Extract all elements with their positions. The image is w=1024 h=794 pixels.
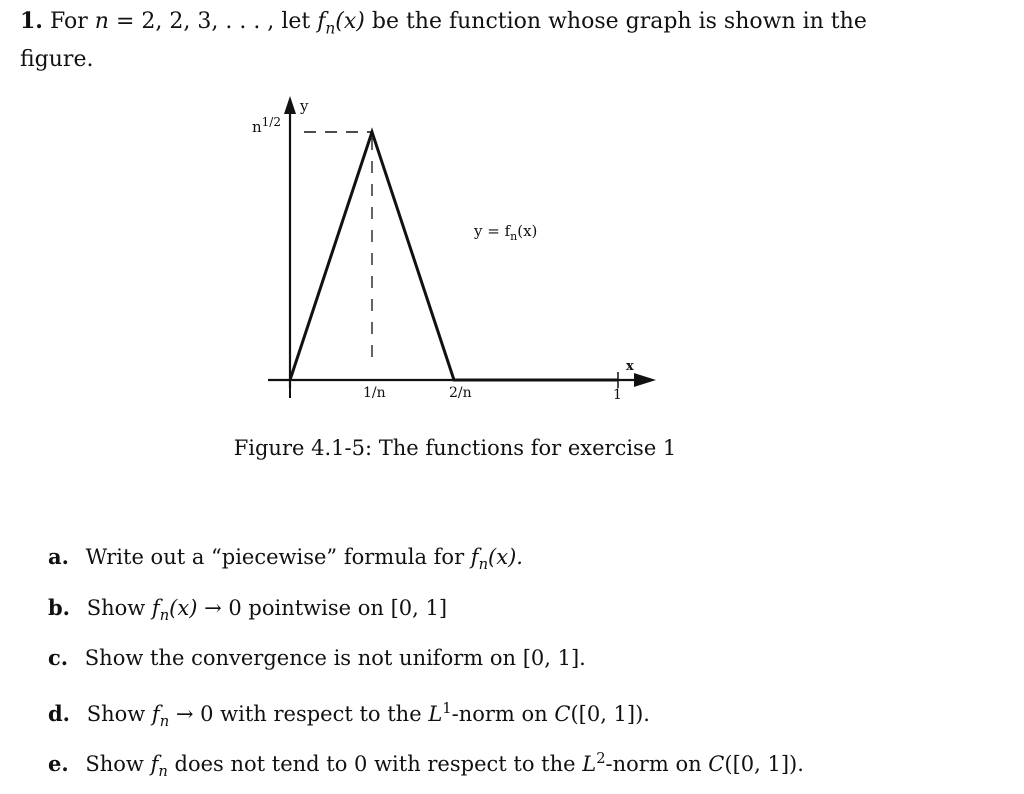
exercise-parts	[48, 540, 948, 793]
function-name: $f_n(x)$	[317, 9, 365, 38]
graph-svg	[240, 88, 680, 418]
tick-label-1n: 1/n	[363, 385, 386, 401]
curve-label: $y = f_n(x)$	[474, 222, 538, 243]
intro-text-rest: be the function whose graph is shown in the figure.	[20, 9, 867, 73]
n-values: = 2, 2, 3, . . . ,	[115, 9, 275, 34]
function-curve	[290, 132, 618, 380]
function-graph-figure	[240, 88, 680, 418]
part-e: e. Show $f_n$ does not tend to 0 with respect to the $L^2$-norm on C([0, 1]).	[48, 750, 804, 781]
problem-number: 1.	[20, 8, 43, 34]
part-a: a. Write out a “piecewise” formula for $f_n(x)$.	[48, 544, 523, 574]
intro-text-for: For	[49, 9, 88, 34]
x-axis-arrowhead	[634, 373, 656, 387]
part-c: c. Show the convergence is not uniform on [0, 1].	[48, 645, 586, 670]
y-axis-arrowhead	[284, 96, 296, 114]
x-axis-label: x	[626, 359, 634, 374]
peak-label: $n^{1/2}$	[252, 115, 281, 136]
part-d: d. Show $f_n \to 0$ with respect to the $L^1$-norm on C([0, 1]).	[48, 699, 650, 730]
tick-label-2n: 2/n	[449, 385, 472, 401]
tick-label-1: 1	[613, 387, 622, 403]
y-axis-label: y	[300, 97, 309, 115]
figure-caption: Figure 4.1-5: The functions for exercise 1	[233, 436, 677, 460]
problem-statement	[20, 6, 920, 75]
var-n: n	[94, 9, 109, 34]
intro-text-let: let	[281, 9, 311, 34]
part-b: b. Show $f_n(x) \to 0$ pointwise on [0, 1]	[48, 594, 448, 624]
